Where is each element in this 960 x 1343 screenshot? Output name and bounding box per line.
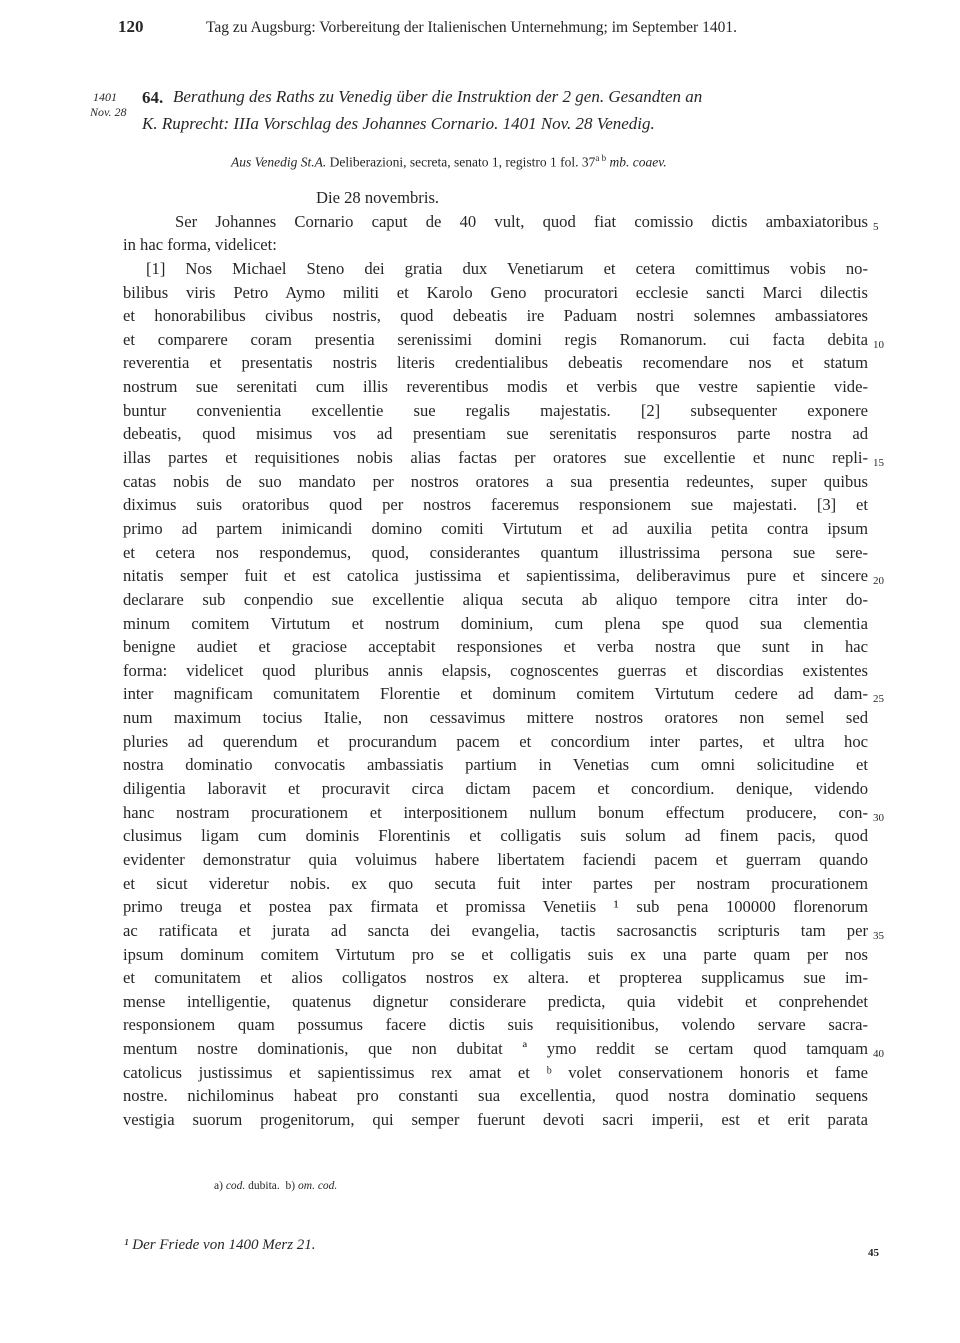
body-line: nostra dominatio convocatis ambassiatis partium in Venetias cum omni solicitudine et: [123, 755, 868, 775]
margin-day: Nov. 28: [90, 105, 127, 119]
body-line: num maximum tocius Italie, non cessavimus mittere nostros oratores non semel sed: [123, 708, 868, 728]
running-title: Tag zu Augsburg: Vorbereitung der Italienischen Unternehmung; im September 1401.: [206, 19, 737, 36]
body-line: diligentia laboravit et procuravit circa dictam pacem et concordium. denique, videndo: [123, 779, 868, 799]
apparatus-a-text: dubita.: [245, 1180, 280, 1192]
body-text: [123, 188, 868, 1132]
line-number-30: 30: [873, 812, 884, 824]
body-line: Ser Johannes Cornario caput de 40 vult, quod fiat comissio dictis ambaxiatoribus: [175, 211, 868, 231]
body-line: et honorabilibus civibus nostris, quod debeatis ire Paduam nostri solemnes ambassiatores: [123, 306, 868, 326]
line-number-40: 40: [873, 1048, 884, 1060]
margin-year: 1401: [93, 90, 117, 104]
document-heading-line-2: K. Ruprecht: IIIa Vorschlag des Johannes Cornario. 1401 Nov. 28 Venedig.: [142, 114, 655, 133]
body-line: ac ratificata et jurata ad sancta dei evangelia, tactis sacrosanctis scripturis tam per: [123, 920, 868, 940]
body-line: et sicut videretur nobis. ex quo secuta fuit inter partes per nostram procurationem: [123, 873, 868, 893]
line-number-25: 25: [873, 693, 884, 705]
body-line: catolicus justissimus et sapientissimus rex amat et ᵇ volet conservationem honoris et fame: [123, 1062, 868, 1082]
body-line: in hac forma, videlicet:: [123, 235, 277, 255]
critical-apparatus: [214, 1180, 337, 1192]
apparatus-b-text: om. cod.: [298, 1180, 338, 1192]
line-number-35: 35: [873, 930, 884, 942]
body-line: debeatis, quod misimus vos ad presentiam sue serenitatis responsuros parte nostra ad: [123, 424, 868, 444]
line-number-15: 15: [873, 457, 884, 469]
body-line: catas nobis de suo mandato per nostros oratores a sua presentia redeuntes, super quibus: [123, 471, 868, 491]
line-number-20: 20: [873, 575, 884, 587]
body-line: clusimus ligam cum dominis Florentinis et colligatis suis solum ad finem pacis, quod: [123, 826, 868, 846]
document-heading-line-1: Berathung des Raths zu Venedig über die Instruktion der 2 gen. Gesandten an: [173, 87, 703, 106]
body-line: [1] Nos Michael Steno dei gratia dux Venetiarum et cetera comittimus vobis no-: [146, 258, 868, 278]
body-line: responsionem quam possumus facere dictis suis requisitionibus, volendo servare sacra-: [123, 1015, 868, 1035]
body-line: et cetera nos respondemus, quod, considerantes quantum illustrissima persona sue sere-: [123, 542, 868, 562]
body-line: nitatis semper fuit et est catolica justissima et sapientissima, deliberavimus pure et sincere: [123, 566, 868, 586]
source-suffix: mb. coaev.: [606, 154, 667, 170]
body-line: illas partes et requisitiones nobis alias factas per oratores sue excellentie et nunc repli-: [123, 448, 868, 468]
body-line: et comparere coram presentia serenissimi domini regis Romanorum. cui facta debita: [123, 329, 868, 349]
body-line: ipsum dominum comitem Virtutum pro se et colligatis suis ex una parte quam per nos: [123, 944, 868, 964]
footnote-1: ¹ Der Friede von 1400 Merz 21.: [124, 1237, 316, 1253]
body-line: declarare sub conpendio sue excellentie aliqua secuta ab aliquo tempore citra inter do-: [123, 589, 868, 609]
body-line: benigne audiet et graciose acceptabit responsiones et verba nostra que sunt in hac: [123, 637, 868, 657]
body-line: forma: videlicet quod pluribus annis elapsis, cognoscentes guerras et discordias existentes: [123, 660, 868, 680]
body-line: primo treuga et postea pax firmata et promissa Venetiis ¹ sub pena 100000 florenorum: [123, 897, 868, 917]
document-number: 64.: [142, 88, 164, 107]
body-line: diximus suis oratoribus quod per nostros faceremus responsionem sue majestati. [3] et: [123, 495, 868, 515]
source-line: [231, 153, 667, 171]
body-line: et comunitatem et alios colligatos nostros ex altera. et propterea supplicamus sue im-: [123, 968, 868, 988]
body-line: mentum nostre dominationis, que non dubitat ª ymo reddit se certam quod tamquam: [123, 1039, 868, 1059]
line-number-10: 10: [873, 339, 884, 351]
signature-mark: 45: [868, 1247, 879, 1259]
source-sup: a b: [595, 153, 607, 163]
body-line: evidenter demonstratur quia voluimus habere libertatem faciendi pacem et guerram quando: [123, 849, 868, 869]
body-line: nostrum sue serenitati cum illis reverentibus modis et verbis que vestre sapientie vide-: [123, 377, 868, 397]
body-line: vestigia suorum progenitorum, qui semper fuerunt devoti sacri imperii, est et erit parata: [123, 1109, 868, 1129]
body-line: reverentia et presentatis nostris literis credentialibus debeatis recomendare nos et statum: [123, 353, 868, 373]
body-line-date: Die 28 novembris.: [316, 188, 440, 207]
page-number: 120: [118, 17, 144, 36]
body-line: primo ad partem inimicandi domino comiti Virtutum et ad auxilia petita contra ipsum: [123, 518, 868, 538]
apparatus-a-label: a): [214, 1180, 226, 1192]
body-line: minum comitem Virtutum et nostrum dominium, cum plena spe quod sua clementia: [123, 613, 868, 633]
body-line: inter magnificam comunitatem Florentie et dominum comitem Virtutum cedere ad dam-: [123, 684, 868, 704]
body-line: pluries ad querendum et procurandum pacem et concordium inter partes, et ultra hoc: [123, 731, 868, 751]
apparatus-a-cod: cod.: [225, 1180, 246, 1192]
body-line: bilibus viris Petro Aymo militi et Karolo Geno procuratori ecclesie sancti Marci dilectis: [123, 282, 868, 302]
body-line: nostre. nichilominus habeat pro constanti sua excellentia, quod nostra dominatio sequens: [123, 1086, 868, 1106]
body-line: hanc nostram procurationem et interpositionem nullum bonum effectum producere, con-: [123, 802, 868, 822]
source-prefix: Aus Venedig St.A.: [231, 154, 327, 170]
apparatus-b-label: b): [279, 1180, 299, 1192]
line-number-5: 5: [873, 221, 879, 233]
body-line: mense intelligentie, quatenus dignetur considerare predicta, quia videbit et conprehendet: [123, 991, 868, 1011]
source-main: Deliberazioni, secreta, senato 1, registro 1 fol. 37: [326, 154, 596, 170]
body-line: buntur convenientia excellentie sue regalis majestatis. [2] subsequenter exponere: [123, 400, 868, 420]
